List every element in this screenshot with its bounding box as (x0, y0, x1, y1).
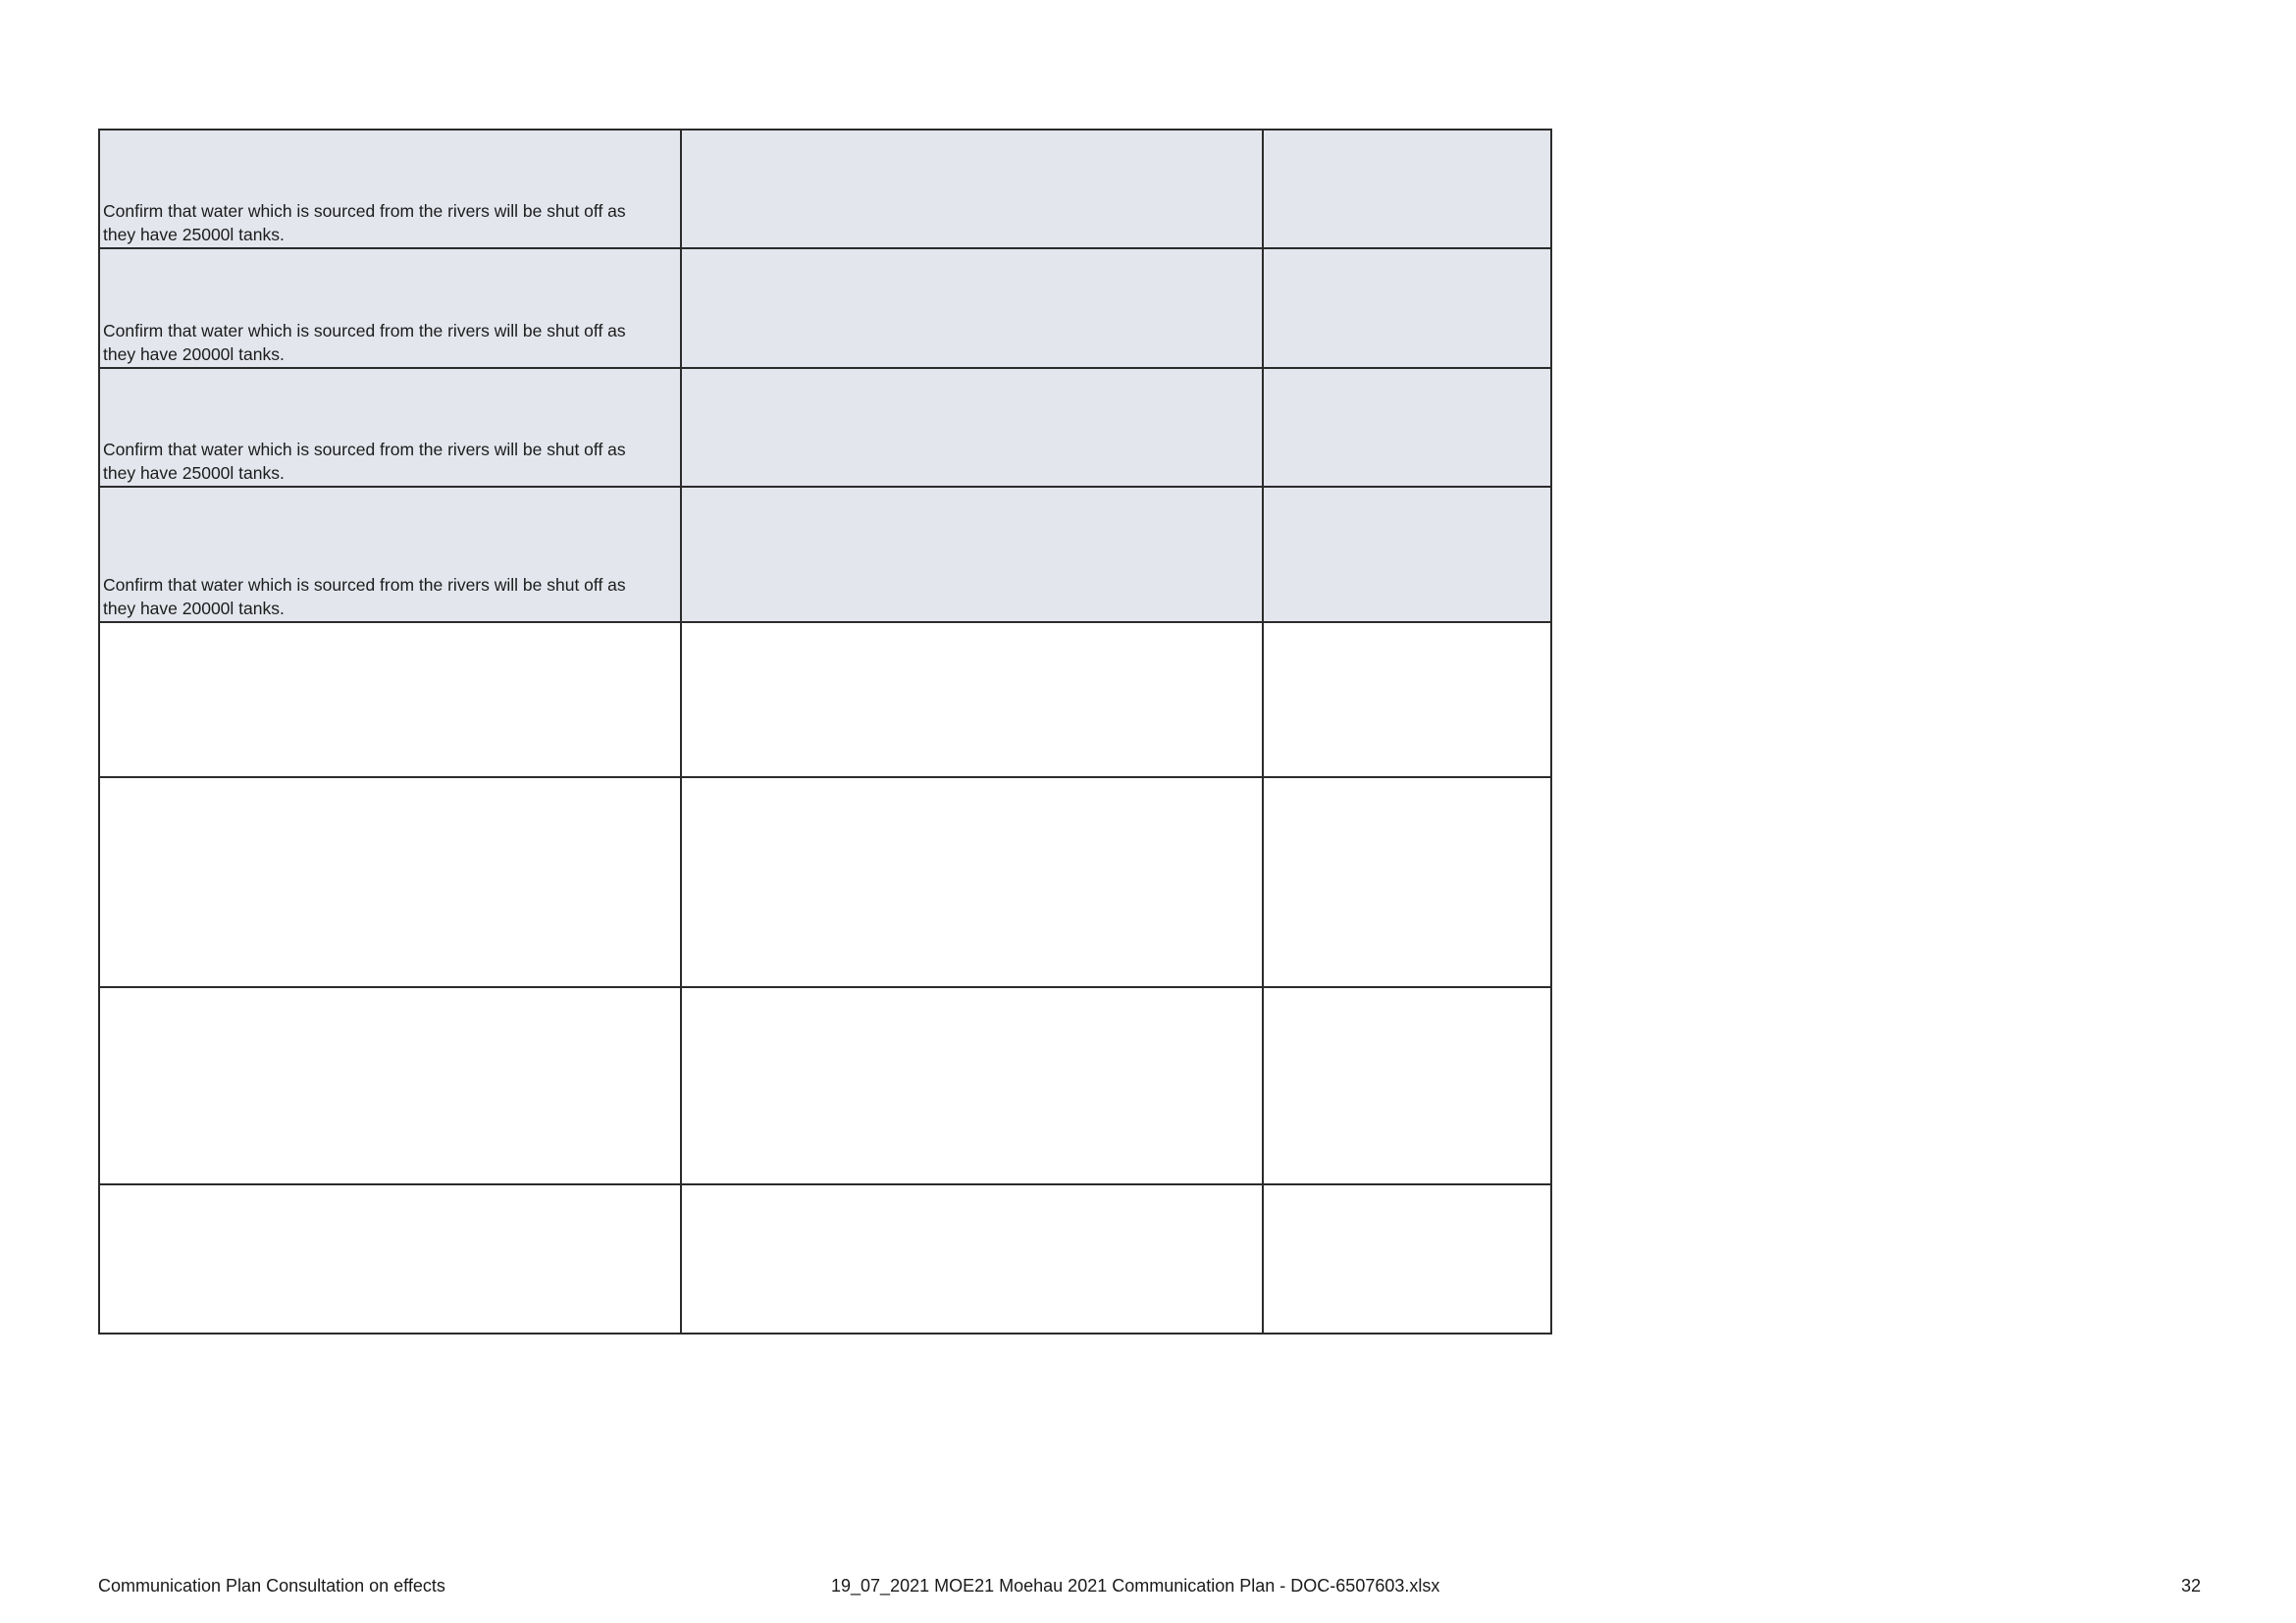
table-cell (99, 987, 681, 1184)
table-row (99, 1184, 1551, 1334)
table-cell (1263, 368, 1551, 487)
cell-text: Confirm that water which is sourced from the rivers will be shut off as they have 25000l tanks. (103, 440, 626, 483)
page-number: 32 (2181, 1576, 2202, 1596)
table-row (99, 487, 1551, 622)
table-row (99, 130, 1551, 248)
table-row (99, 248, 1551, 368)
table-cell (99, 777, 681, 987)
table-row (99, 622, 1551, 777)
table-cell (1263, 487, 1551, 622)
table-cell-action (99, 487, 681, 622)
table-cell (681, 130, 1263, 248)
table-cell (1263, 777, 1551, 987)
table-row (99, 987, 1551, 1184)
table-cell (99, 1184, 681, 1334)
table-cell (681, 368, 1263, 487)
table-row (99, 777, 1551, 987)
table-cell-action (99, 248, 681, 368)
table-cell (1263, 987, 1551, 1184)
cell-text: Confirm that water which is sourced from the rivers will be shut off as they have 20000l tanks. (103, 321, 626, 364)
cell-text: Confirm that water which is sourced from the rivers will be shut off as they have 20000l tanks. (103, 575, 626, 618)
table-cell (681, 987, 1263, 1184)
footer-sheet-name: Communication Plan Consultation on effects (98, 1576, 445, 1596)
table-cell-action (99, 130, 681, 248)
table-cell (1263, 248, 1551, 368)
table-cell (1263, 622, 1551, 777)
table-row (99, 368, 1551, 487)
table-cell (681, 622, 1263, 777)
cell-text: Confirm that water which is sourced from the rivers will be shut off as they have 25000l tanks. (103, 201, 626, 244)
table-cell (1263, 1184, 1551, 1334)
table-cell (99, 622, 681, 777)
table-cell (681, 248, 1263, 368)
table-cell-action (99, 368, 681, 487)
table-cell (1263, 130, 1551, 248)
footer-file-name: 19_07_2021 MOE21 Moehau 2021 Communication Plan - DOC-6507603.xlsx (831, 1576, 1440, 1596)
table-cell (681, 777, 1263, 987)
table-cell (681, 1184, 1263, 1334)
table-cell (681, 487, 1263, 622)
communication-plan-table (98, 129, 1552, 1335)
